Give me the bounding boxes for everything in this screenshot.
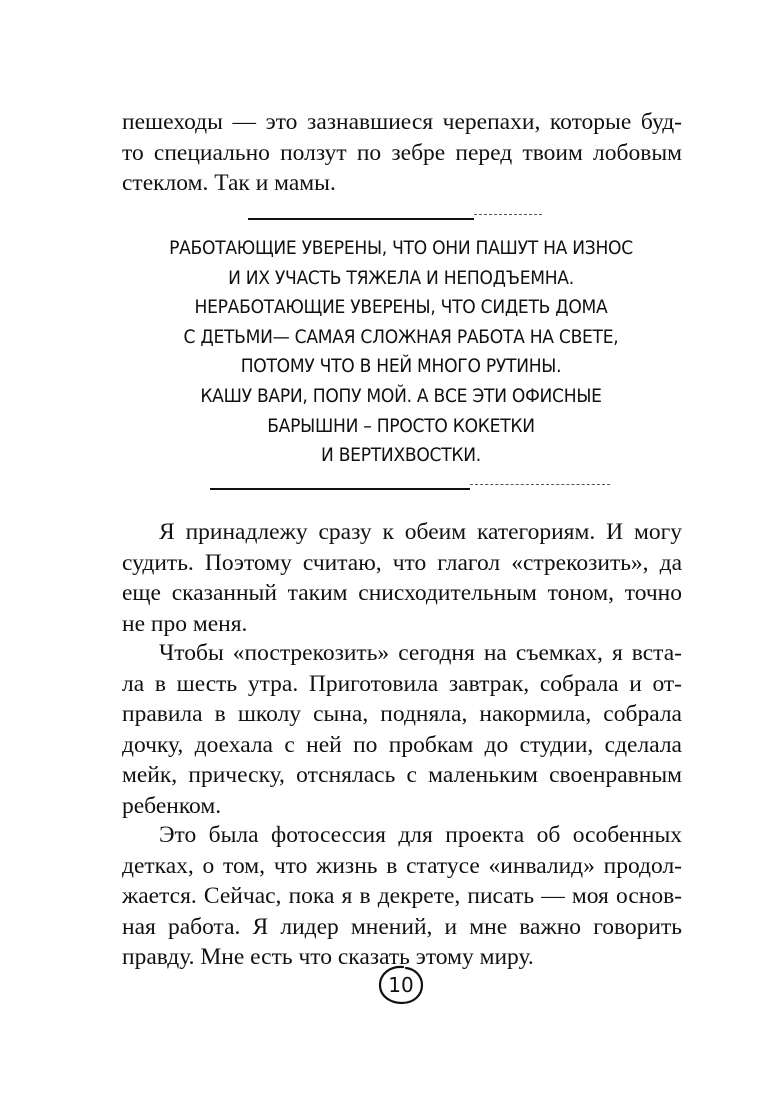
bottom-divider xyxy=(210,488,470,490)
text-line: правду. Мне есть что сказать этому миру. xyxy=(122,944,534,970)
text-line: правила в школу сына, подняла, накормила, собрала xyxy=(122,701,682,727)
text-line: детках, о том, что жизнь в статусе «инвалид» продол- xyxy=(122,852,682,879)
text-line: мейк, прическу, отснялась с маленьким своенравным xyxy=(122,762,682,788)
top-paragraph xyxy=(122,107,682,199)
text-line: судить. Поэтому считаю, что глагол «стрекозить», да xyxy=(122,549,682,576)
text-line: ла в шесть утра. Приготовила завтрак, собрала и от- xyxy=(122,670,682,697)
callout-line: И ВЕРТИХВОСТКИ. xyxy=(321,444,481,467)
callout-line: С ДЕТЬМИ— САМАЯ СЛОЖНАЯ РАБОТА НА СВЕТЕ, xyxy=(183,325,619,348)
callout-line: РАБОТАЮЩИЕ УВЕРЕНЫ, ЧТО ОНИ ПАШУТ НА ИЗНОС xyxy=(169,237,633,259)
paragraph-3 xyxy=(122,820,682,973)
callout-line: КАШУ ВАРИ, ПОПУ МОЙ. А ВСЕ ЭТИ ОФИСНЫЕ xyxy=(200,384,602,407)
top-divider xyxy=(248,218,474,220)
page-number-badge xyxy=(376,964,426,1006)
text-line: еще сказанный таким снисходительным тоном, точно xyxy=(122,580,682,606)
top-divider-tail xyxy=(474,214,542,215)
text-line: ная работа. Я лидер мнений, и мне важно говорить xyxy=(122,913,682,940)
text-line: пешеходы — это зазнавшиеся черепахи, которые буд- xyxy=(122,109,682,135)
callout-line: БАРЫШНИ – ПРОСТО КОКЕТКИ xyxy=(267,414,535,437)
callout-quote xyxy=(148,234,654,471)
text-line: Я принадлежу сразу к обеим категориям. И могу xyxy=(159,519,682,545)
text-line: жается. Сейчас, пока я в декрете, писать — моя основ- xyxy=(122,883,682,909)
text-line: дочку, доехала с ней по пробкам до студии, сделала xyxy=(122,731,682,758)
text-line: стеклом. Так и мамы. xyxy=(122,170,336,196)
text-line: то специально ползут по зебре перед твоим лобовым xyxy=(122,139,682,166)
callout-line: ПОТОМУ ЧТО В НЕЙ МНОГО РУТИНЫ. xyxy=(240,355,562,378)
callout-line: НЕРАБОТАЮЩИЕ УВЕРЕНЫ, ЧТО СИДЕТЬ ДОМА xyxy=(194,296,608,319)
callout-line: И ИХ УЧАСТЬ ТЯЖЕЛА И НЕПОДЪЕМНА. xyxy=(228,266,574,289)
bottom-divider-tail xyxy=(470,484,610,485)
page-number: 10 xyxy=(388,973,414,997)
text-line: Это была фотосессия для проекта об особенных xyxy=(159,822,682,848)
paragraph-1 xyxy=(122,517,682,639)
text-line: ребенком. xyxy=(122,792,222,819)
text-line: Чтобы «пострекозить» сегодня на съемках, я вста- xyxy=(159,640,682,666)
paragraph-2 xyxy=(122,638,682,821)
text-line: не про меня. xyxy=(122,610,248,637)
